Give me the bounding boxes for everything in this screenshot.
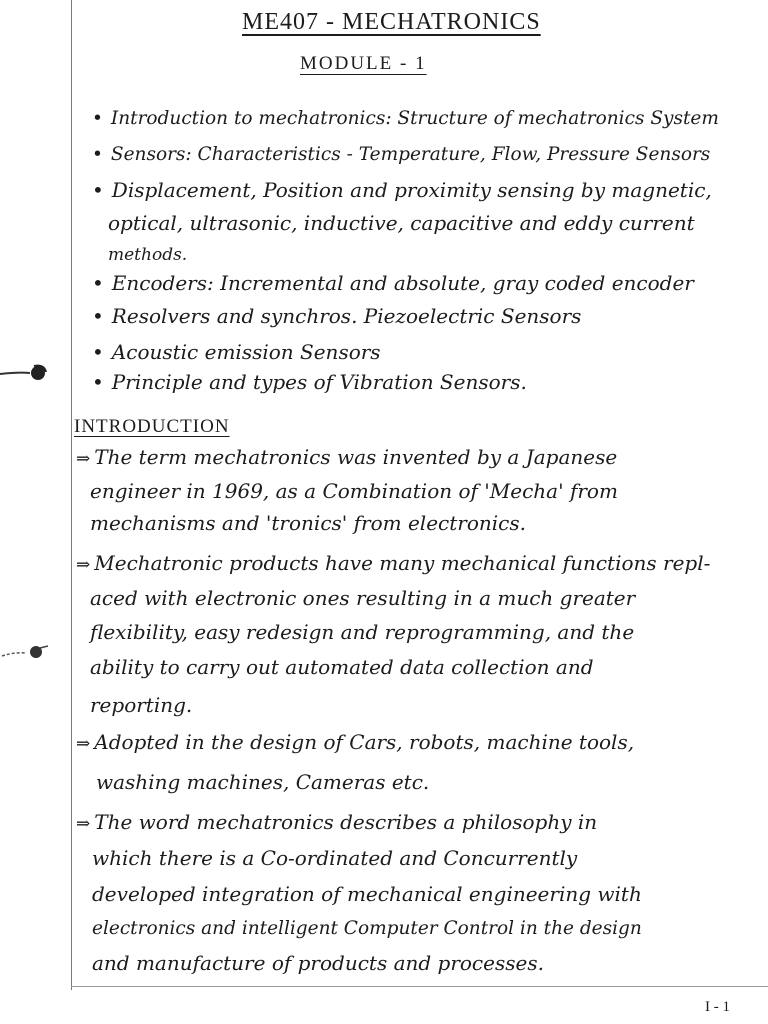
intro-line: ⇒ Adopted in the design of Cars, robots, machine tools,	[76, 730, 635, 754]
bullet-icon: •	[92, 178, 104, 202]
intro-line: aced with electronic ones resulting in a much greater	[90, 586, 636, 610]
module-heading: MODULE - 1	[300, 53, 427, 74]
intro-line: ⇒ The word mechatronics describes a philosophy in	[76, 810, 598, 834]
page-title: ME407 - MECHATRONICS	[242, 9, 541, 35]
bullet-icon: •	[92, 108, 103, 129]
syllabus-item: • Displacement, Position and proximity sensing by magnetic,	[92, 178, 712, 202]
bullet-icon: •	[92, 271, 104, 295]
intro-line: washing machines, Cameras etc.	[96, 770, 430, 794]
intro-line: flexibility, easy redesign and reprogramming, and the	[90, 620, 635, 644]
punch-hole-mark-bottom	[0, 640, 52, 666]
intro-line: electronics and intelligent Computer Control in the design	[92, 918, 642, 939]
margin-rule	[71, 0, 72, 990]
bullet-icon: •	[92, 304, 104, 328]
intro-line: ability to carry out automated data collection and	[90, 655, 594, 679]
arrow-icon: ⇒	[76, 555, 91, 575]
section-heading: INTRODUCTION	[74, 416, 230, 437]
punch-hole-mark-top	[0, 360, 52, 386]
bullet-icon: •	[92, 370, 104, 394]
syllabus-item: • Encoders: Incremental and absolute, gray coded encoder	[92, 271, 694, 295]
syllabus-item: • Acoustic emission Sensors	[92, 340, 381, 364]
bullet-icon: •	[92, 340, 104, 364]
bullet-icon: •	[92, 144, 103, 165]
intro-line: which there is a Co-ordinated and Concurrently	[92, 846, 578, 870]
intro-line: developed integration of mechanical engineering with	[92, 882, 642, 906]
syllabus-item: • Introduction to mechatronics: Structure of mechatronics System	[92, 108, 719, 129]
syllabus-item-continued: methods.	[108, 245, 188, 265]
arrow-icon: ⇒	[76, 734, 91, 754]
intro-line: ⇒ Mechatronic products have many mechanical functions repl-	[76, 551, 711, 575]
intro-line: mechanisms and 'tronics' from electronics.	[90, 511, 526, 535]
intro-line: reporting.	[90, 693, 193, 717]
syllabus-item: • Resolvers and synchros. Piezoelectric Sensors	[92, 304, 582, 328]
page-number: I - 1	[705, 999, 730, 1015]
intro-line: ⇒ The term mechatronics was invented by a Japanese	[76, 445, 618, 469]
intro-line: engineer in 1969, as a Combination of 'Mecha' from	[90, 479, 618, 503]
syllabus-item-continued: optical, ultrasonic, inductive, capacitive and eddy current	[108, 211, 695, 235]
syllabus-item: • Principle and types of Vibration Sensors.	[92, 370, 527, 394]
syllabus-item: • Sensors: Characteristics - Temperature, Flow, Pressure Sensors	[92, 144, 711, 165]
arrow-icon: ⇒	[76, 449, 91, 469]
intro-line: and manufacture of products and processes.	[92, 951, 544, 975]
arrow-icon: ⇒	[76, 814, 91, 834]
bottom-rule	[71, 986, 768, 987]
